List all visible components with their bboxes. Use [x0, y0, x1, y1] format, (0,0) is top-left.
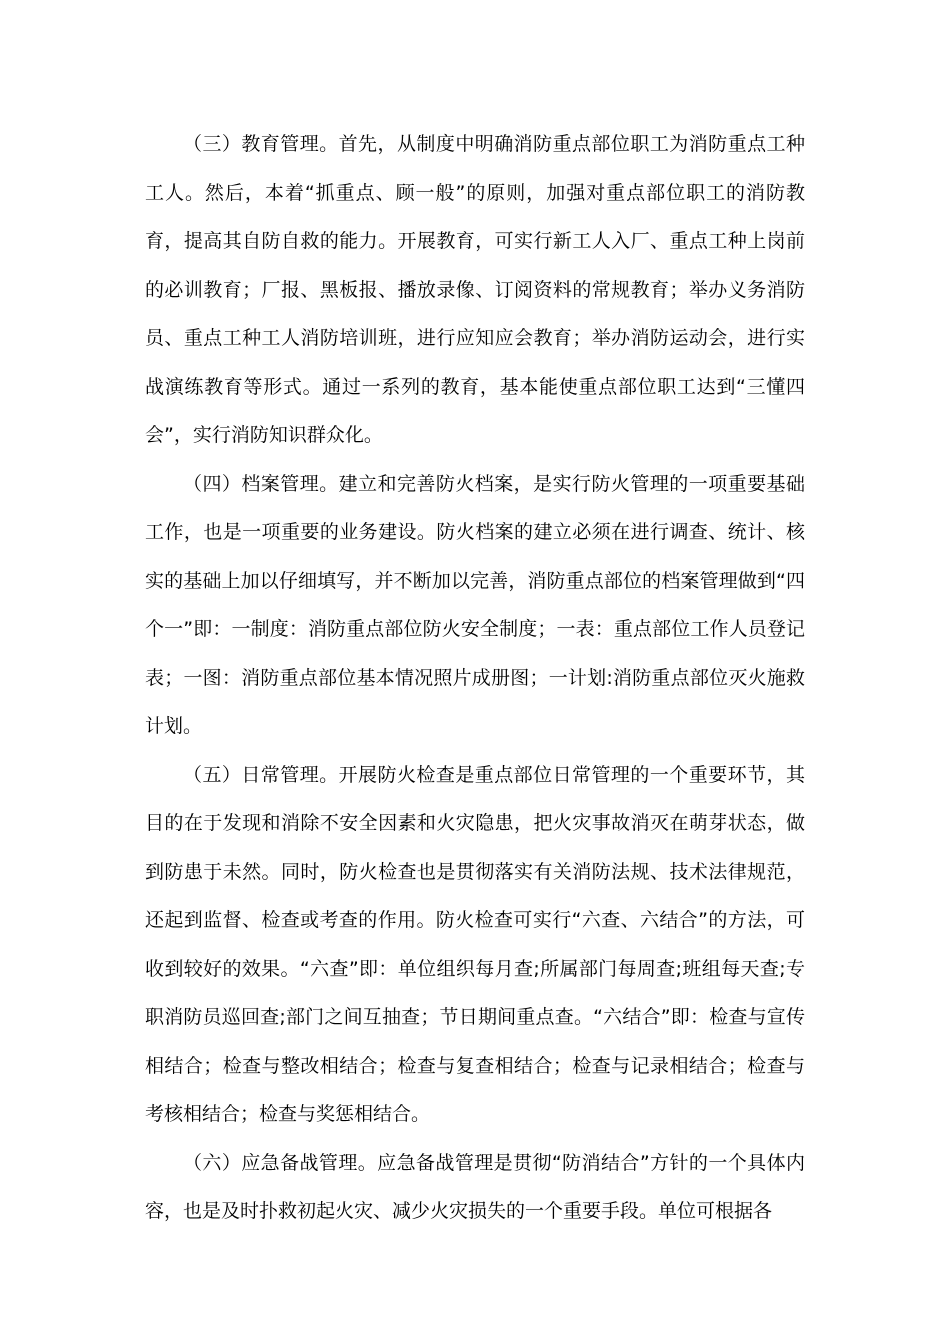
paragraph-daily-management: （五）日常管理。开展防火检查是重点部位日常管理的一个重要环节，其目的在于发现和消除不安全因素和火灾隐患，把火灾事故消灭在萌芽状态，做到防患于未然。同时，防火检查也是贯彻落实有关消防法规、技术法律规范，还起到监督、检查或考查的作用。防火检查可实行“六查、六结合”的方法，可收到较好的效果。“六查”即：单位组织每月查;所属部门每周查;班组每天查;专职消防员巡回查;部门之间互抽查；节日期间重点查。“六结合”即：检查与宣传相结合；检查与整改相结合；检查与复查相结合；检查与记录相结合；检查与考核相结合；检查与奖惩相结合。	[145, 763, 805, 1125]
paragraph-education-management: （三）教育管理。首先，从制度中明确消防重点部位职工为消防重点工种工人。然后，本着“抓重点、顾一般”的原则，加强对重点部位职工的消防教育，提高其自防自救的能力。开展教育，可实行新工人入厂、重点工种上岗前的必训教育；厂报、黑板报、播放录像、订阅资料的常规教育；举办义务消防员、重点工种工人消防培训班，进行应知应会教育；举办消防运动会，进行实战演练教育等形式。通过一系列的教育，基本能使重点部位职工达到“三懂四会”，实行消防知识群众化。	[145, 133, 805, 446]
paragraph-archive-management: （四）档案管理。建立和完善防火档案，是实行防火管理的一项重要基础工作，也是一项重要的业务建设。防火档案的建立必须在进行调查、统计、核实的基础上加以仔细填写，并不断加以完善，消防重点部位的档案管理做到“四个一”即：一制度：消防重点部位防火安全制度；一表：重点部位工作人员登记表；一图：消防重点部位基本情况照片成册图；一计划:消防重点部位灭火施救计划。	[145, 472, 805, 737]
paragraph-emergency-management: （六）应急备战管理。应急备战管理是贯彻“防消结合”方针的一个具体内容，也是及时扑救初起火灾、减少火灾损失的一个重要手段。单位可根据各	[145, 1151, 805, 1222]
document-body	[145, 120, 805, 1236]
